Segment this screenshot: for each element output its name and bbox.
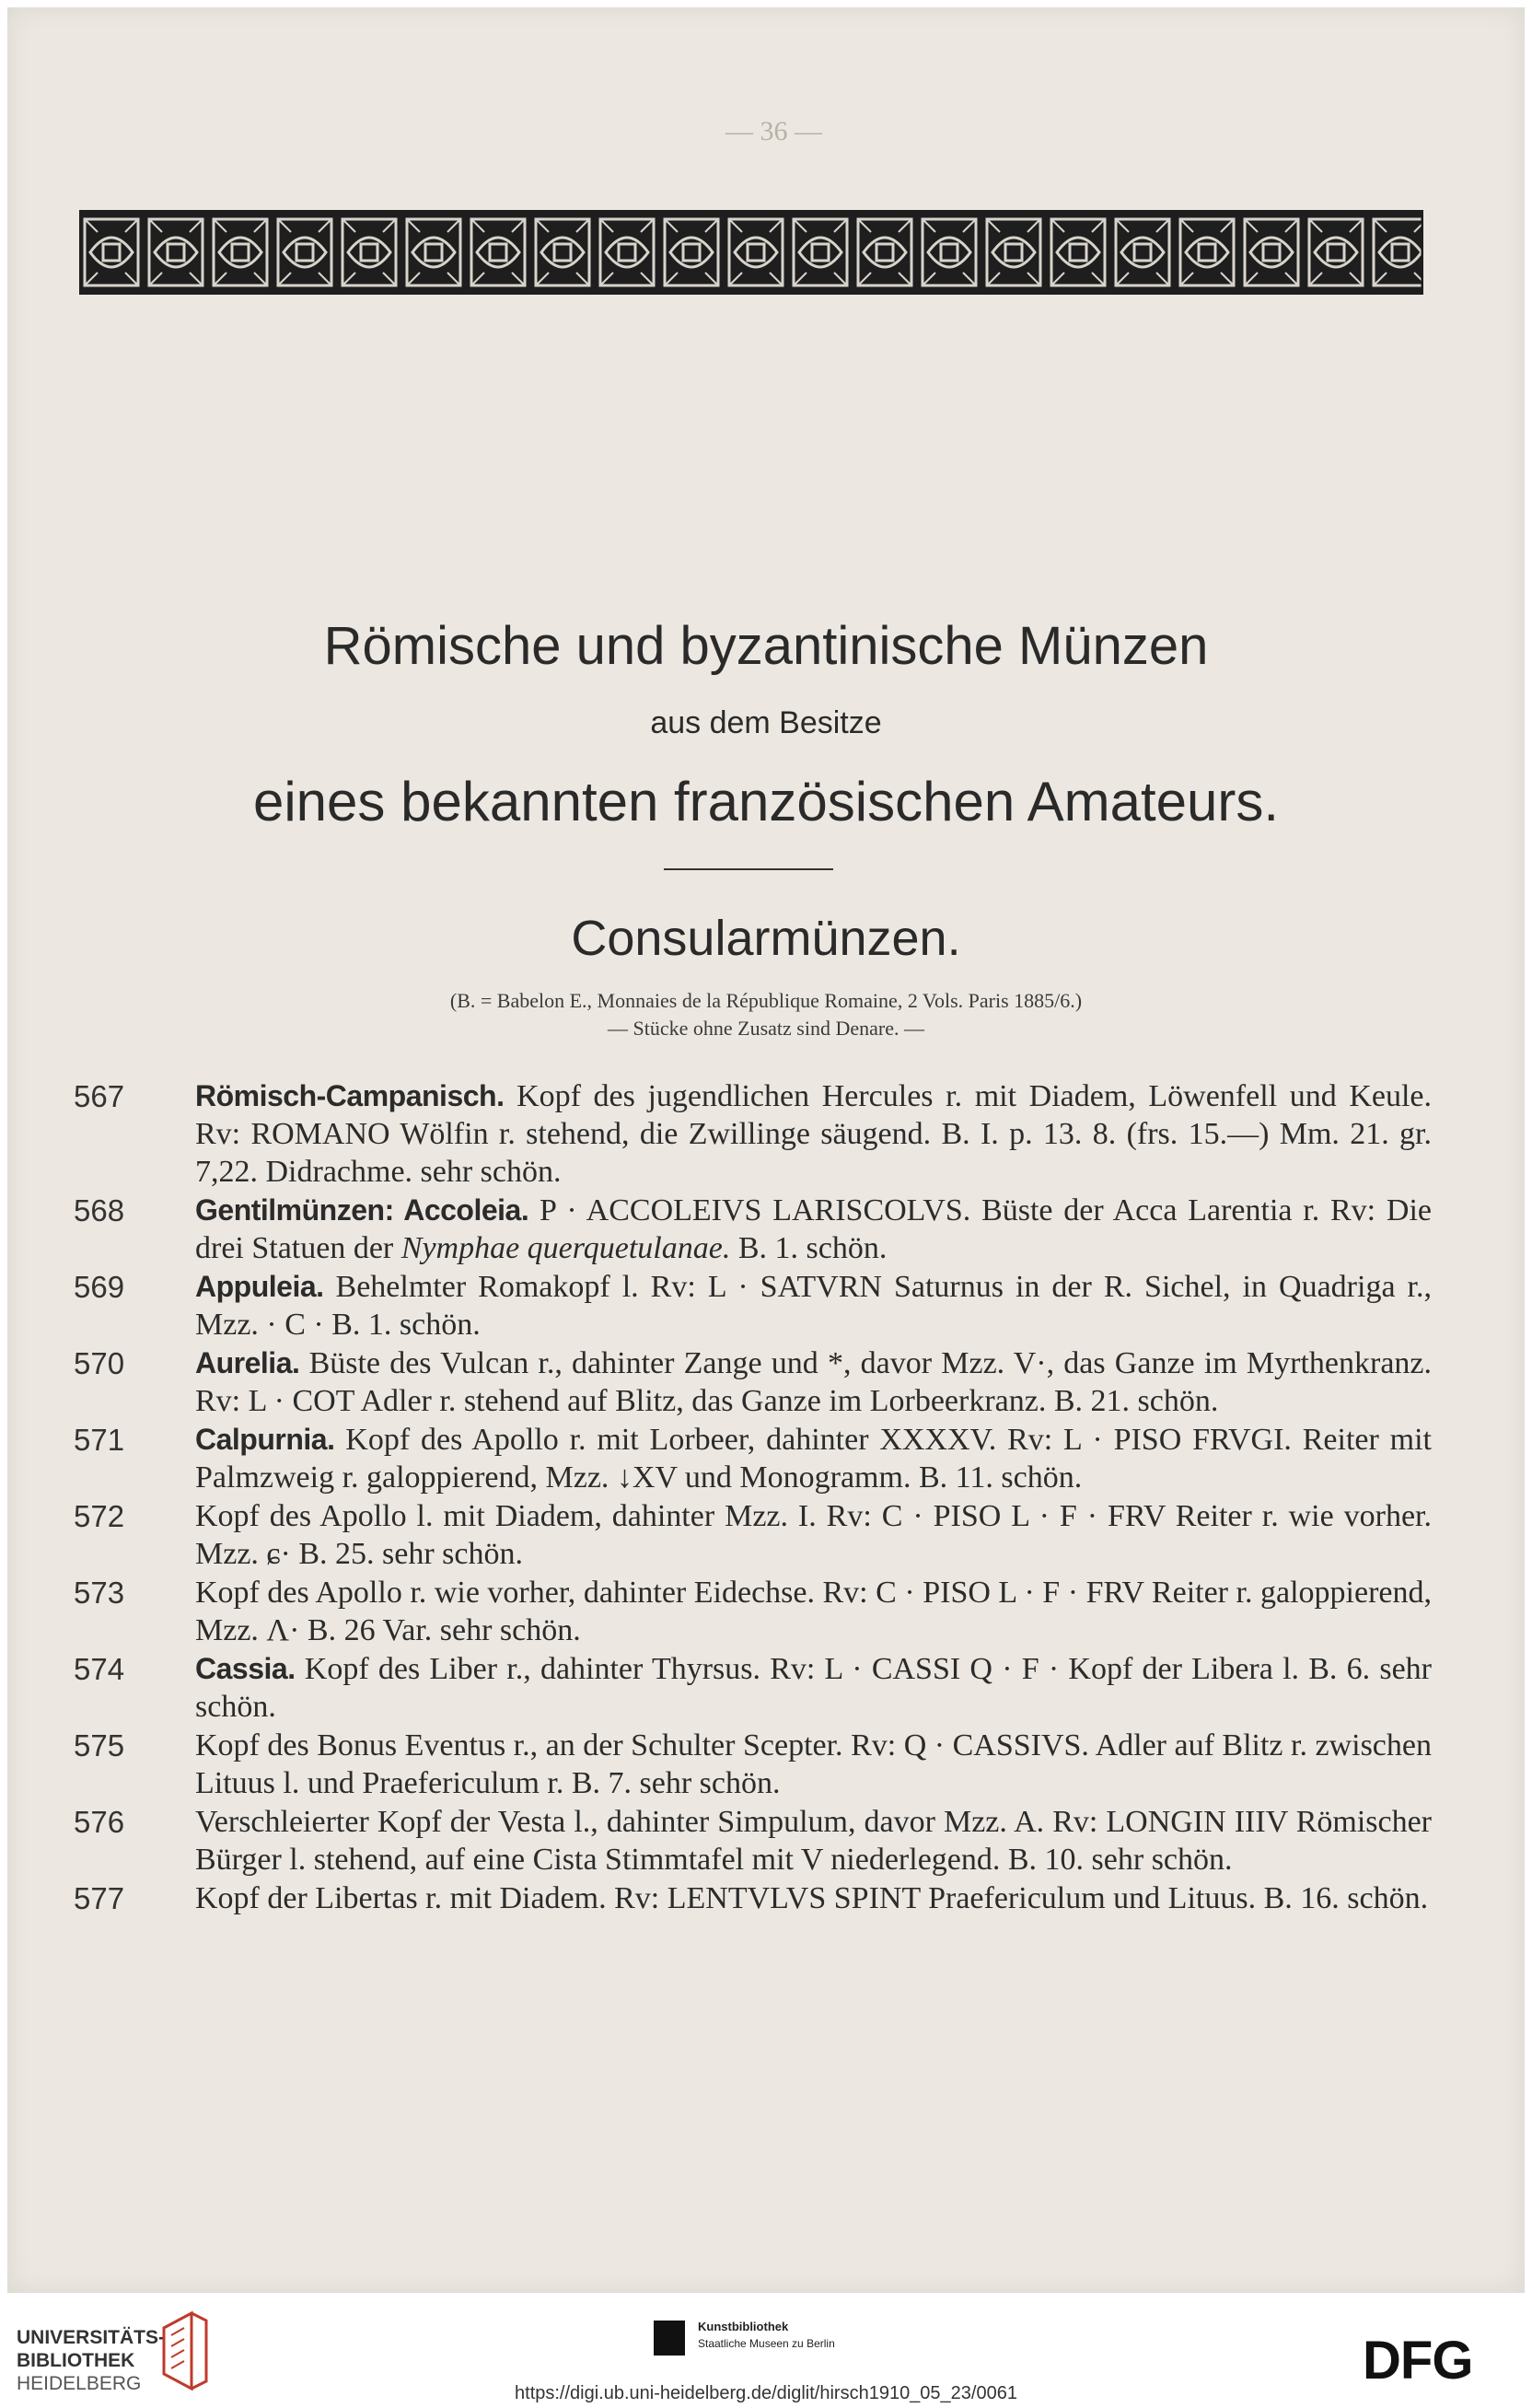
entry-text: P · ACCOLEIVS LARISCOLVS. Büste der Acca Larentia r. Rv: Die drei Statuen der	[195, 1193, 1432, 1265]
entry-number: 572	[74, 1499, 125, 1533]
entry-number: 575	[74, 1728, 125, 1762]
kunstbibliothek-mark-icon	[654, 2321, 685, 2356]
entry-number: 576	[74, 1805, 125, 1839]
owner-line: eines bekannten französischen Amateurs.	[252, 771, 1279, 832]
entry-number: 571	[74, 1423, 125, 1457]
dfg-logo[interactable]: DFG	[1363, 2331, 1473, 2391]
entry-number: 568	[74, 1193, 125, 1227]
subtitle: aus dem Besitze	[650, 705, 882, 740]
uni-line-2: BIBLIOTHEK	[17, 2350, 135, 2371]
entry-heading: Gentilmünzen: Accoleia.	[195, 1193, 529, 1227]
entry-heading: Römisch-Campanisch.	[195, 1079, 505, 1112]
catalog-entry	[74, 1574, 1432, 1649]
catalog-entry	[74, 1879, 1432, 1917]
scanned-page	[7, 7, 1525, 2293]
entry-number: 569	[74, 1270, 125, 1304]
entry-heading: Aurelia.	[195, 1346, 300, 1379]
entry-text: Kopf des Apollo l. mit Diadem, dahinter Mzz. I. Rv: C · PISO L · F · FRV Reiter r. wie vorher. Mzz. ɕ· B. 25. sehr schön.	[195, 1499, 1432, 1571]
kb-line-1: Kunstbibliothek	[698, 2320, 789, 2333]
entry-text: Kopf des Bonus Eventus r., an der Schulter Scepter. Rv: Q · CASSIVS. Adler auf Blitz r. zwischen Lituus l. und Praefericulum r. B. 7. sehr schön.	[195, 1728, 1432, 1800]
divider-rule	[664, 868, 833, 870]
page-number: — 36 —	[725, 116, 822, 146]
reference-note: (B. = Babelon E., Monnaies de la République Romaine, 2 Vols. Paris 1885/6.)	[449, 989, 1083, 1012]
entry-heading: Calpurnia.	[195, 1423, 335, 1456]
catalog-entry	[74, 1803, 1432, 1879]
catalog-entry	[74, 1497, 1432, 1573]
university-library-logo-icon[interactable]	[155, 2309, 214, 2392]
page-url[interactable]: https://digi.ub.uni-heidelberg.de/diglit/hirsch1910_05_23/0061	[515, 2383, 1017, 2403]
ornamental-band	[79, 210, 1423, 295]
entry-text: Verschleierter Kopf der Vesta l., dahinter Simpulum, davor Mzz. A. Rv: LONGIN IIIV Römischer Bürger l. stehend, auf eine Cista Stimmtafel mit V niederlegend. B. 10. sehr schön.	[195, 1805, 1432, 1877]
main-title: Römische und byzantinische Münzen	[323, 616, 1209, 676]
section-title: Consularmünzen.	[571, 911, 961, 966]
entry-number: 573	[74, 1576, 125, 1610]
kb-line-2: Staatliche Museen zu Berlin	[698, 2337, 835, 2350]
entry-number: 567	[74, 1079, 125, 1113]
catalog-entry	[74, 1077, 1432, 1191]
entry-text: Büste des Vulcan r., dahinter Zange und *, davor Mzz. V·, das Ganze im Myrthenkranz. Rv: L · COT Adler r. stehend auf Blitz, das Ganze im Lorbeerkranz. B. 21. schön.	[195, 1346, 1432, 1418]
denarius-note: — Stücke ohne Zusatz sind Denare. —	[608, 1017, 924, 1040]
catalog-entry	[74, 1268, 1432, 1344]
entry-heading: Cassia.	[195, 1652, 296, 1685]
viewer-footer	[0, 2293, 1532, 2408]
entry-text: Kopf des Apollo r. wie vorher, dahinter Eidechse. Rv: C · PISO L · F · FRV Reiter r. galoppierend, Mzz. Λ· B. 26 Var. sehr schön.	[195, 1576, 1432, 1647]
uni-line-1: UNIVERSITÄTS-	[17, 2327, 166, 2348]
entry-italic: Nymphae querquetulanae.	[400, 1231, 731, 1265]
entry-number: 570	[74, 1346, 125, 1380]
entry-text: Kopf des jugendlichen Hercules r. mit Diadem, Löwenfell und Keule. Rv: ROMANO Wölfin r. stehend, die Zwillinge säugend. B. I. p. 13. 8. (frs. 15.—) Mm. 21. gr. 7,22. Didrachme. sehr schön.	[195, 1079, 1432, 1189]
catalog-entries	[74, 1077, 1432, 1918]
catalog-entry	[74, 1650, 1432, 1726]
kunstbibliothek-logo[interactable]	[654, 2313, 893, 2359]
entry-text: Kopf des Apollo r. mit Lorbeer, dahinter XXXXV. Rv: L · PISO FRVGI. Reiter mit Palmzweig r. galoppierend, Mzz. ↓XV und Monogramm. B. 11. schön.	[195, 1423, 1432, 1495]
entry-text: Behelmter Romakopf l. Rv: L · SATVRN Saturnus in der R. Sichel, in Quadriga r., Mzz. · C · B. 1. schön.	[195, 1270, 1432, 1342]
catalog-entry	[74, 1727, 1432, 1802]
entry-heading: Appuleia.	[195, 1270, 324, 1303]
entry-number: 574	[74, 1652, 125, 1686]
catalog-entry	[74, 1192, 1432, 1267]
uni-line-3: HEIDELBERG	[17, 2373, 142, 2394]
entry-number: 577	[74, 1881, 125, 1915]
entry-text: Kopf des Liber r., dahinter Thyrsus. Rv: L · CASSI Q · F · Kopf der Libera l. B. 6. sehr schön.	[195, 1652, 1432, 1724]
entry-text-tail: B. 1. schön.	[730, 1231, 888, 1265]
catalog-entry	[74, 1421, 1432, 1496]
catalog-entry	[74, 1344, 1432, 1420]
entry-text: Kopf der Libertas r. mit Diadem. Rv: LENTVLVS SPINT Praefericulum und Lituus. B. 16. schön.	[195, 1881, 1429, 1915]
